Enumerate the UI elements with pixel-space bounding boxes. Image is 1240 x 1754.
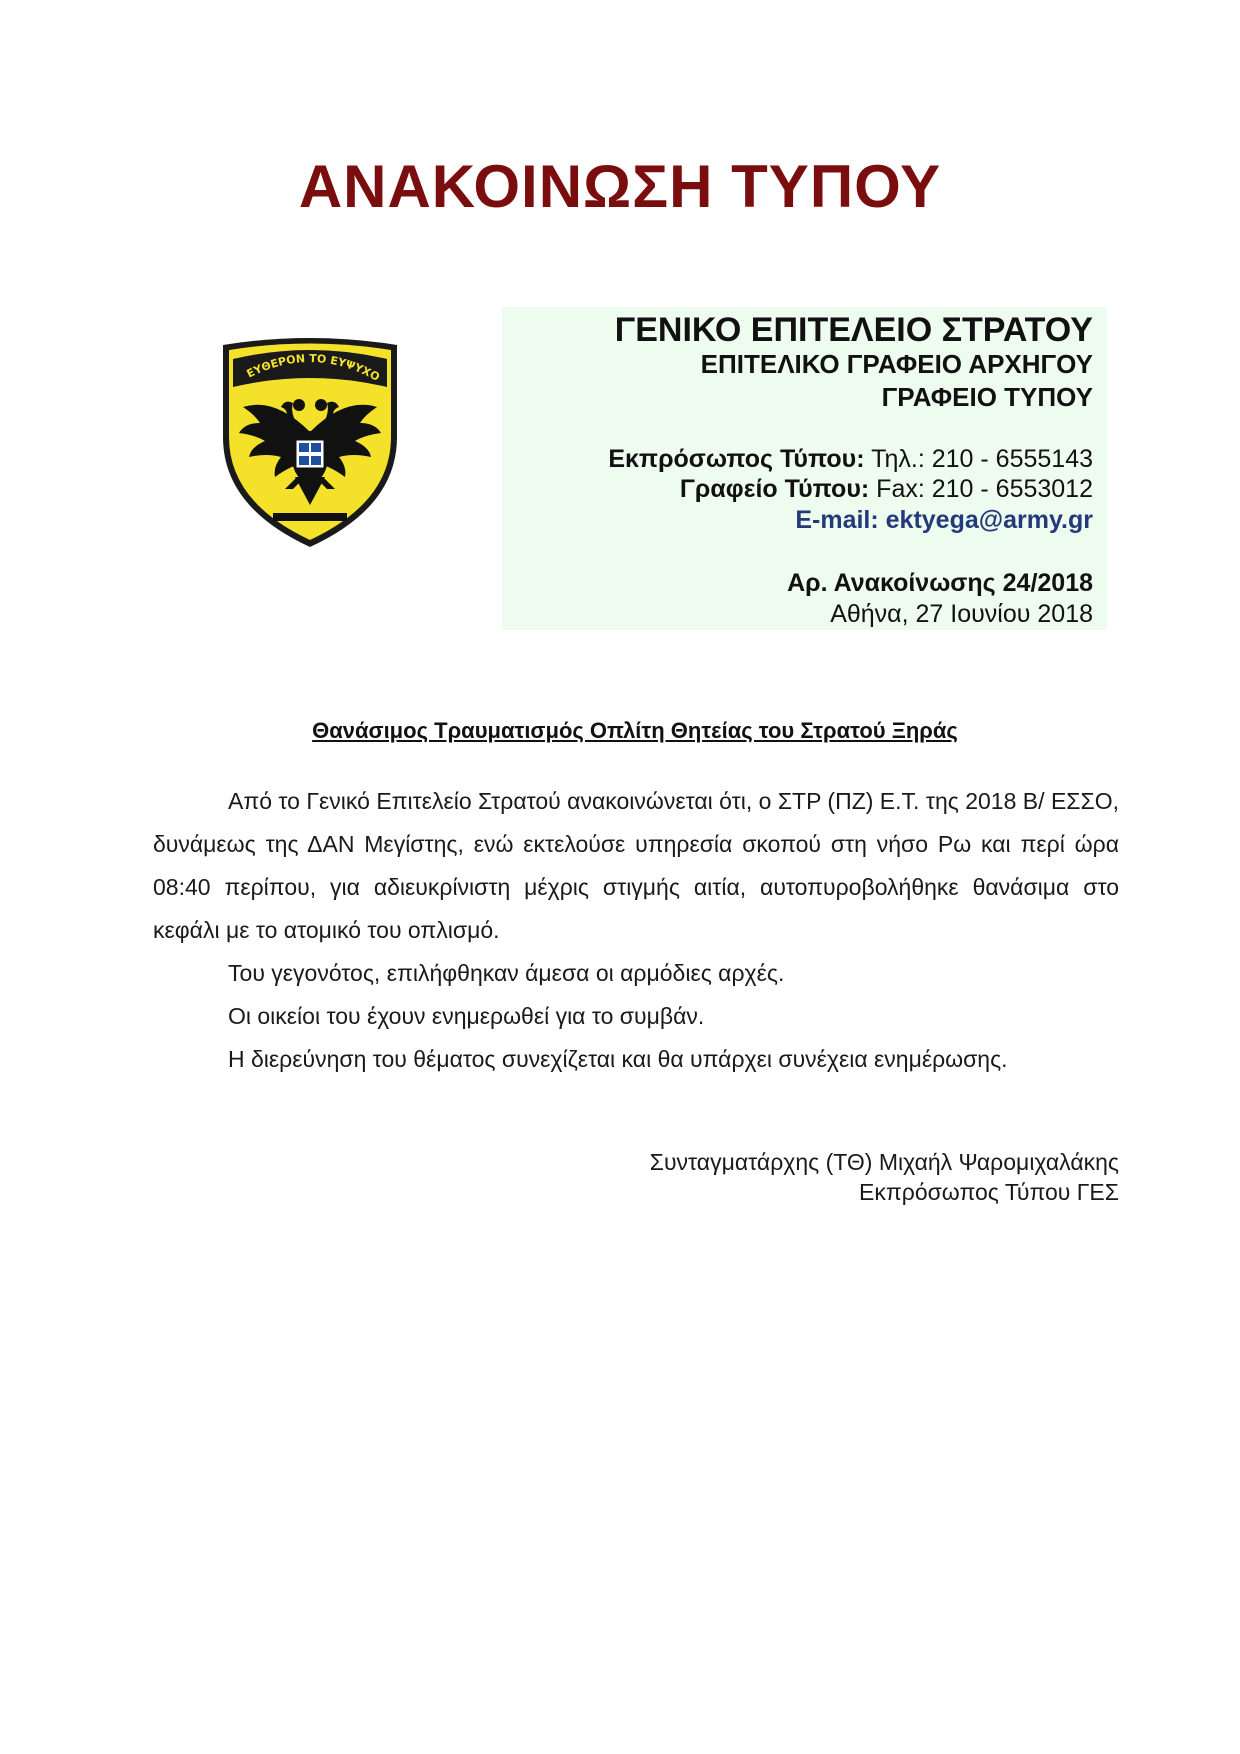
department-name: ΕΠΙΤΕΛΙΚΟ ΓΡΑΦΕΙΟ ΑΡΧΗΓΟΥ <box>700 349 1093 379</box>
header-box <box>502 307 1107 630</box>
office-name: ΓΡΑΦΕΙΟ ΤΥΠΟΥ <box>881 382 1093 412</box>
signatory-name: Συνταγματάρχης (ΤΘ) Μιχαήλ Ψαρομιχαλάκης <box>649 1149 1119 1175</box>
fax-number: Fax: 210 - 6553012 <box>876 475 1093 503</box>
army-eagle-emblem-icon <box>215 337 405 552</box>
body-paragraph: Η διερεύνηση του θέματος συνεχίζεται και θα υπάρχει συνέχεια ενημέρωσης. <box>228 1046 1008 1072</box>
press-office-label: Γραφείο Τύπου: <box>679 475 870 503</box>
body-paragraph: Από το Γενικό Επιτελείο Στρατού ανακοινώνεται ότι, ο ΣΤΡ (ΠΖ) Ε.Τ. της 2018 Β/ ΕΣΣΟ, δυνάμεως της ΔΑΝ Μεγίστης, ενώ εκτελούσε υπηρεσία σκοπού στη νήσο Ρω και περί ώρα 08:40 περίπου, για αδιευκρίνιστη μέχρις στιγμής αιτία, αυτοπυροβολήθηκε θανάσιμα στο κεφάλι με το ατομικό του οπλισμό. <box>153 788 1119 943</box>
announcement-subject: Θανάσιμος Τραυματισμός Οπλίτη Θητείας του Στρατού Ξηράς <box>312 718 958 743</box>
body-paragraph: Οι οικείοι του έχουν ενημερωθεί για το συμβάν. <box>228 1003 705 1029</box>
press-office-contact <box>680 475 1093 504</box>
organization-name: ΓΕΝΙΚΟ ΕΠΙΤΕΛΕΙΟ ΣΤΡΑΤΟΥ <box>614 311 1093 349</box>
page-title: ΑΝΑΚΟΙΝΩΣΗ ΤΥΠΟΥ <box>298 153 942 220</box>
spokesperson-contact <box>608 445 1093 474</box>
phone-number: Τηλ.: 210 - 6555143 <box>871 445 1093 473</box>
announcement-number: Αρ. Ανακοίνωσης 24/2018 <box>787 569 1093 597</box>
email-link[interactable]: E-mail: ektyega@army.gr <box>795 506 1093 534</box>
announcement-body <box>153 780 1119 1081</box>
emblem-motto: ΕΥΘΕΡΟΝ ΤΟ ΕΥΨΥΧΟ <box>244 351 382 384</box>
spokesperson-label: Εκπρόσωπος Τύπου: <box>608 445 865 473</box>
body-paragraph: Του γεγονότος, επιλήφθηκαν άμεσα οι αρμόδιες αρχές. <box>228 960 785 986</box>
signatory-role: Εκπρόσωπος Τύπου ΓΕΣ <box>859 1179 1119 1205</box>
signature-block <box>650 1147 1119 1207</box>
announcement-date: Αθήνα, 27 Ιουνίου 2018 <box>830 600 1093 628</box>
